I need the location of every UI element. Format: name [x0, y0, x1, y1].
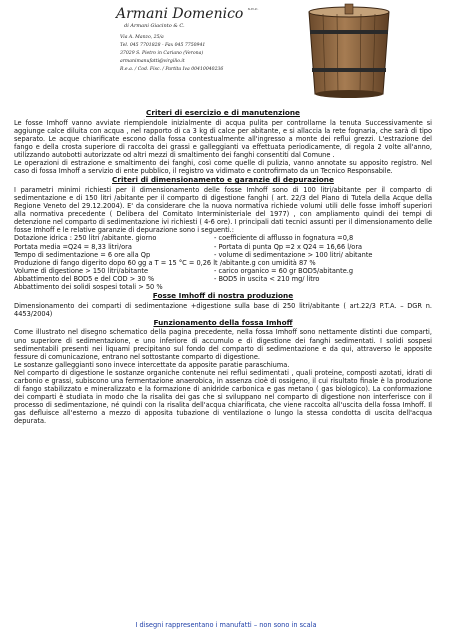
data-row: Tempo di sedimentazione = 6 ore alla Qp - volume di sedimentazione > 100 litri/ abitante — [14, 250, 373, 259]
paragraph: Le fosse Imhoff vanno avviate riempiendole inizialmente di acqua pulita per controllarne la tenuta Successivamente si aggiunge calce diluita con acqua , nel rapporto di ca 3 kg di calce per abitante, e si allaccia la rete fognaria, che sarà di tipo separato. Le acque chiarificate escono dalla fossa contestualmente all'ingresso a monte dei reflui grezzi. L'estrazione del fango e della crosta superiore di raccolta dei grassi e galleggianti va effettuata periodicamente, di regola 2 volte all'anno, utilizzando autobotti autorizzate od altri mezzi di smaltimento dei fanghi consentiti dal Comune . — [14, 118, 432, 159]
paragraph: I parametri minimi richiesti per il dimensionamento delle fosse Imhoff sono di 100 litri/abitante per il comparto di sedimentazione e di 150 litri /abitante per il comparto di digestione fanghi ( art. 22/3 del Piano di Tutela della Acque della Regione Veneto del 29.12.2004). E' da considerare che la nuova normativa richiede volumi utili delle fosse imhoff superiori alla normativa precedente ( Delibera del Comitato Interministeriale del 1977) , con ampliamento quindi dei tempi di detenzione nel comparto di sedimentazione ivi richiesti ( 4-6 ore). I principali dati tecnici assunti per il dimensionamento delle fosse Imhoff e le relative garanzie di depurazione sono i seguenti.: — [14, 185, 432, 235]
paragraph: Le sostanze galleggianti sono invece intercettate da apposite paratie paraschiuma. — [14, 360, 290, 369]
data-row: Dotazione idrica : 250 litri /abitante. giorno - coefficiente di afflusso in fognatura =0,8 — [14, 234, 354, 243]
wooden-tub-image — [303, 2, 395, 102]
data-row: Portata media =Q24 = 8,33 litri/ora - Portata di punta Qp =2 x Q24 = 16,66 l/ora — [14, 242, 363, 251]
data-row: Produzione di fango digerito dopo 60 gg a T = 15 °C = 0,26 lt /abitante.g con umidità 87 % — [14, 258, 316, 267]
company-tax-info: R.e.a. / Cod. Fisc. / Partita Iva 00410040236 — [120, 67, 224, 72]
company-name: Armani Domenico $^{s.n.c.}$ — [116, 6, 259, 22]
data-row: Abbattimento dei solidi sospesi totali > 50 % — [14, 282, 163, 291]
company-subtitle: di Armani Giacinto & C. — [124, 23, 185, 29]
data-row: Volume di digestione > 150 litri/abitante - carico organico = 60 gr BOD5/abitante.g — [14, 266, 354, 275]
company-email: armanimanufatti@virgilio.it — [120, 59, 185, 64]
company-phone: Tel. 045 7701828 - Fax 045 7750941 — [120, 43, 206, 48]
paragraph: Come illustrato nel disegno schematico della pagina precedente, nella fossa Imhoff sono nettamente distinti due comparti, uno superiore di sedimentazione, e uno inferiore di accumulo e di digestione dei fanghi sedimentati. I solidi sospesi sedimentabili presenti nei liquami precipitano sul fondo del comparto di sedimentazione e da qui, attraverso le apposite fessure di comunicazione, entrano nel sottostante comparto di digestione. — [14, 328, 432, 361]
paragraph: Dimensionamento dei comparti di sedimentazione +digestione sulla base di 250 litri/abitante ( art.22/3 P.T.A. – DGR n. 4453/2004) — [14, 301, 432, 318]
technical-data-list — [14, 234, 432, 291]
paragraph: Nel comparto di digestione le sostanze organiche contenute nei reflui sedimentati , quali proteine, composti azotati, idrati di carbonio e grassi, subiscono una fermentazione anaerobica, in assenza cioè di ossigeno, il cui risultato finale è la produzione di fango stabilizzato e mineralizzato e la formazione di anidride carbonica e gas metano ( gas biologico). La conformazione dei comparti è studiata in modo che la risalita dei gas che si sviluppano nel comparto di digestione non interferisce con il processo di sedimentazione, né quindi con la risalita dell'acqua chiarificata, che viene raccolta all'uscita della fossa Imhoff. Il gas defluisce all'esterno a mezzo di apposita tubazione di ventilazione o lungo la stessa condotta di uscita dell'acqua depurata. — [14, 368, 432, 426]
paragraph: Le operazioni di estrazione e smaltimento dei fanghi, così come quelle di pulizia, vanno annotate su apposito registro. Nel caso di fossa Imhoff a servizio di ente pubblico, il registro va vidimato e controfirmato da un Tecnico Responsabile. — [14, 159, 432, 176]
document-body — [14, 109, 432, 426]
footer-note: I disegni rappresentano i manufatti – non sono in scala — [135, 621, 317, 629]
data-row: Abbattimento del BOD5 e del COD > 30 % - BOD5 in uscita < 210 mg/ litro — [14, 274, 320, 283]
company-city: 37029 S. Pietro in Cariano (Verona) — [120, 51, 204, 56]
company-address: Via A. Manzo, 25/a — [120, 35, 164, 40]
section-title-production: Fosse Imhoff di nostra produzione — [152, 291, 294, 301]
letterhead — [112, 6, 262, 106]
section-title-operation: Funzionamento della fossa Imhoff — [153, 317, 293, 327]
section-title-sizing: Criteri di dimensionamento e garanzie di depurazione — [112, 175, 334, 185]
section-title-maintenance: Criteri di esercizio e di manutenzione — [146, 108, 300, 117]
